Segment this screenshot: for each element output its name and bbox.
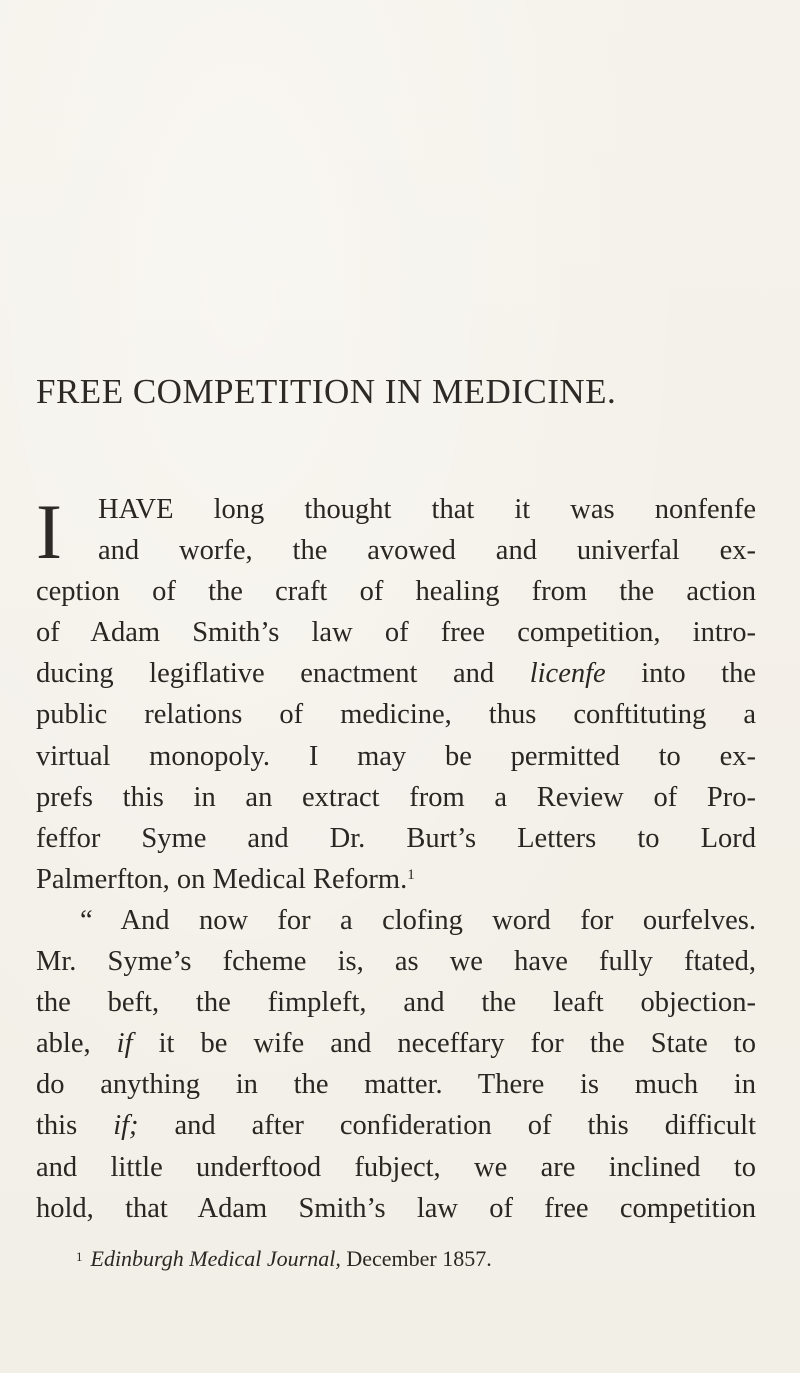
footnote (76, 1245, 756, 1273)
text-segment: ducing legiflative enactment and (36, 658, 530, 690)
footnote-mark: 1 (76, 1249, 83, 1264)
text-segment: Palmerfton, on Medical Reform. (36, 863, 408, 895)
text-line: “ And now for a clofing word for ourfelves. (80, 904, 756, 936)
text-line: ception of the craft of healing from the action (36, 576, 756, 608)
text-segment: into the (605, 658, 756, 690)
text-line: and worfe, the avowed and univerfal ex- (98, 535, 756, 567)
italic-word: if (116, 1028, 133, 1060)
footnote-journal: Edinburgh Medical Journal, (90, 1246, 341, 1271)
footnote-date: December 1857. (346, 1246, 492, 1271)
text-line: Mr. Syme’s fcheme is, as we have fully ftated, (36, 946, 756, 978)
chapter-title: FREE COMPETITION IN MEDICINE. (36, 372, 617, 411)
text-line (36, 1023, 756, 1064)
text-line: and little underftood fubject, we are inclined to (36, 1151, 756, 1183)
text-segment: this (36, 1110, 114, 1142)
text-line (36, 859, 756, 900)
drop-cap: I (36, 488, 62, 575)
text-line (36, 653, 756, 694)
opening-lines (98, 489, 756, 571)
text-line: HAVE long thought that it was nonfenfe (98, 494, 756, 525)
text-line (36, 1105, 756, 1146)
text-line: prefs this in an extract from a Review of Pro- (36, 781, 756, 813)
text-line: do anything in the matter. There is much in (36, 1069, 756, 1101)
footnote-reference: 1 (407, 866, 415, 883)
text-line: hold, that Adam Smith’s law of free competition (36, 1192, 756, 1224)
text-segment: able, (36, 1028, 117, 1060)
text-line: feffor Syme and Dr. Burt’s Letters to Lord (36, 822, 756, 854)
text-segment: it be wife and neceffary for the State to (132, 1028, 756, 1060)
text-line: the beft, the fimpleft, and the leaft objection- (36, 987, 756, 1019)
italic-word: licenfe (529, 658, 606, 690)
text-segment: and after confideration of this difficult (138, 1110, 756, 1142)
text-line: public relations of medicine, thus conftituting a (36, 699, 756, 731)
text-line: virtual monopoly. I may be permitted to ex- (36, 740, 756, 772)
italic-word: if; (113, 1110, 139, 1142)
body-text (36, 571, 756, 1229)
text-line: of Adam Smith’s law of free competition, intro- (36, 617, 756, 649)
